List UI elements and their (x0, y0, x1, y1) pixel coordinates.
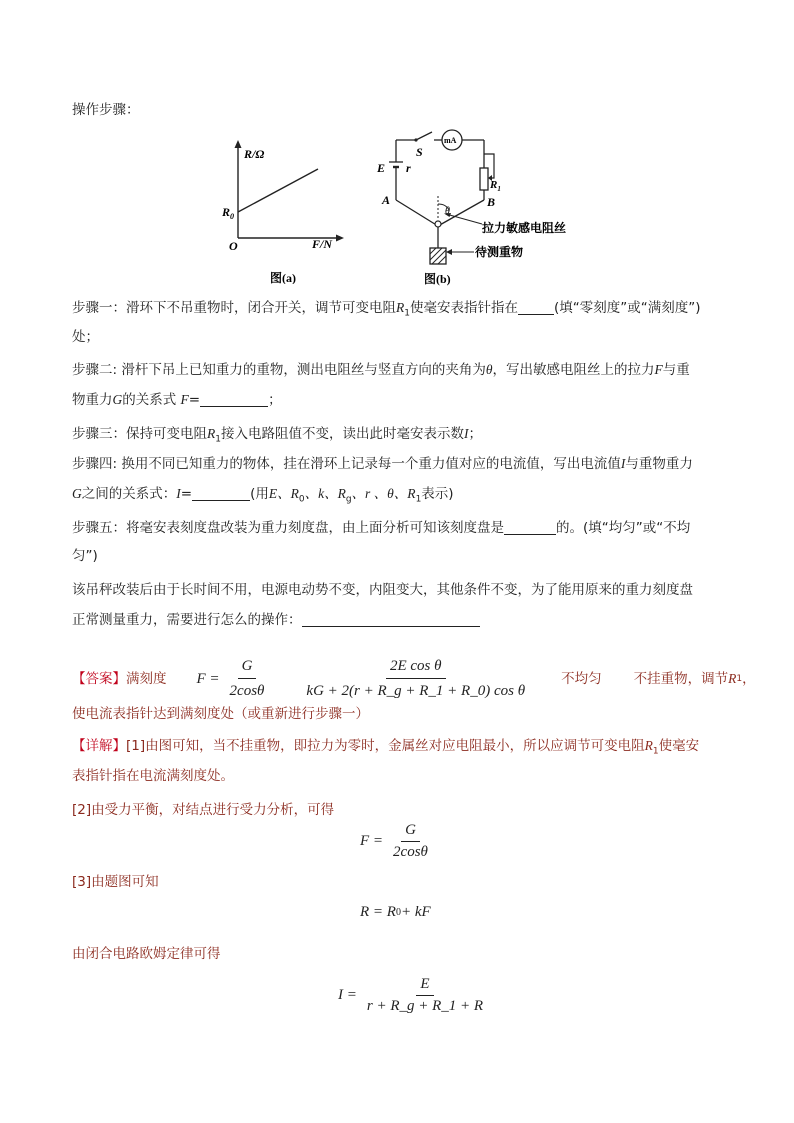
detail-tag: 【详解】 (72, 738, 126, 754)
fig-a-origin: O (229, 239, 238, 253)
fig-a-ylabel: R/Ω (244, 147, 265, 161)
fig-b-point-a: A (382, 193, 391, 207)
fig-b-meter-label: mA (444, 136, 457, 145)
step-2: 步骤二: 滑杆下吊上已知重力的重物，测出电阻丝与竖直方向的夹角为θ，写出敏感电阻丝上的拉力F与重 (72, 362, 690, 378)
step-4-cont: G之间的关系式：I= (用E、$R_0$、k、$R_g$、r 、θ、$R_1$表示) (72, 486, 454, 505)
svg-text:R1 (489, 179, 501, 193)
step-5-cont: 匀”) (72, 548, 98, 564)
fig-a-caption: 图(a) (270, 271, 296, 284)
fig-b-point-b: B (487, 195, 496, 209)
fig-b-r-label: r (406, 161, 411, 175)
section-heading: 操作步骤： (72, 102, 140, 118)
fig-a-r0: R (222, 205, 231, 219)
svg-text:R0 (221, 205, 234, 221)
step-4: 步骤四: 换用不同已知重力的物体，挂在滑环上记录每一个重力值对应的电流值，写出电流值I与重物重力 (72, 456, 693, 472)
answer-1: 满刻度 (126, 670, 167, 687)
fig-b-weight-label: 待测重物 (475, 245, 524, 259)
fig-b-caption: 图(b) (424, 272, 451, 286)
question: 该吊秤改装后由于长时间不用，电源电动势不变，内阻变大，其他条件不变，为了能用原来的重力刻度盘 (72, 582, 693, 598)
step-5-blank[interactable] (504, 520, 556, 535)
fig-b-emf-label: E (377, 161, 386, 175)
step-4-blank[interactable] (192, 486, 250, 501)
step-2-blank[interactable] (200, 392, 268, 407)
answer-eq1: F = $\frac{G}{2\cos\theta}$ (196, 658, 265, 699)
equation-force: F = $\frac{G}{2\cos\theta}$ (360, 822, 428, 860)
fig-b-r1-label: R (490, 179, 498, 191)
question-blank[interactable] (302, 612, 480, 627)
fig-a-r0-sub: 0 (230, 212, 235, 221)
step-2-cont: 物重力G的关系式 F= ； (72, 392, 282, 408)
fig-a-xlabel: F/N (312, 237, 333, 251)
answer-tag: 【答案】 (72, 670, 126, 687)
figure-a-graph (220, 136, 350, 284)
equation-resistance: R = R 0 + kF (360, 904, 431, 920)
equation-current: I = $\frac{E}{r + R\_g + R\_1 + R}$ (338, 976, 484, 1014)
answer-3: 不均匀 (561, 670, 602, 687)
fig-b-switch-label: S (416, 145, 423, 159)
figure-b-circuit (372, 128, 582, 286)
step-1: 步骤一：滑环下不吊重物时，闭合开关，调节可变电阻$R_1$使毫安表指针指在 (填“零刻度”或“满刻度”) (72, 300, 701, 319)
step-5: 步骤五：将毫安表刻度盘改装为重力刻度盘，由上面分析可知该刻度盘是 的。(填“均匀”或“不均 (72, 520, 691, 536)
fig-b-wire-label: 拉力敏感电阻丝 (482, 221, 567, 235)
answer-line: 【答案】 满刻度 F = $\frac{G}{2\cos\theta}$ $\frac{\text{2E cos θ}}{\text{kG + 2(r + R\_g + R\_1 + R\_0) cos θ}}$ 不均匀 不挂重物，调节 R 1 ， (72, 658, 756, 699)
fig-b-angle: θ (445, 206, 450, 217)
answer-eq2: $\frac{\text{2E cos θ}}{\text{kG + 2(r + R\_g + R\_1 + R\_0) cos θ}}$ (306, 658, 526, 699)
detail-2: [2]由受力平衡，对结点进行受力分析，可得 (72, 802, 335, 818)
detail-3: [3]由题图可知 (72, 874, 159, 890)
detail-1: 【详解】[1]由图可知，当不挂重物，即拉力为零时，金属丝对应电阻最小，所以应调节可变电阻$R_1$使毫安 (72, 738, 700, 757)
step-1-blank[interactable] (518, 300, 554, 315)
question-cont: 正常测量重力，需要进行怎么的操作： (72, 610, 480, 630)
step-3: 步骤三：保持可变电阻$R_1$接入电路阻值不变，读出此时毫安表示数I； (72, 426, 482, 445)
detail-1-cont: 表指针指在电流满刻度处。 (72, 768, 234, 784)
step-1-cont: 处； (72, 329, 99, 345)
answer-4: 不挂重物，调节 (633, 670, 729, 687)
detail-4: 由闭合电路欧姆定律可得 (72, 946, 221, 962)
answer-4-cont: 使电流表指针达到满刻度处（或重新进行步骤一） (72, 706, 369, 722)
fig-b-r1-sub: 1 (497, 185, 501, 193)
